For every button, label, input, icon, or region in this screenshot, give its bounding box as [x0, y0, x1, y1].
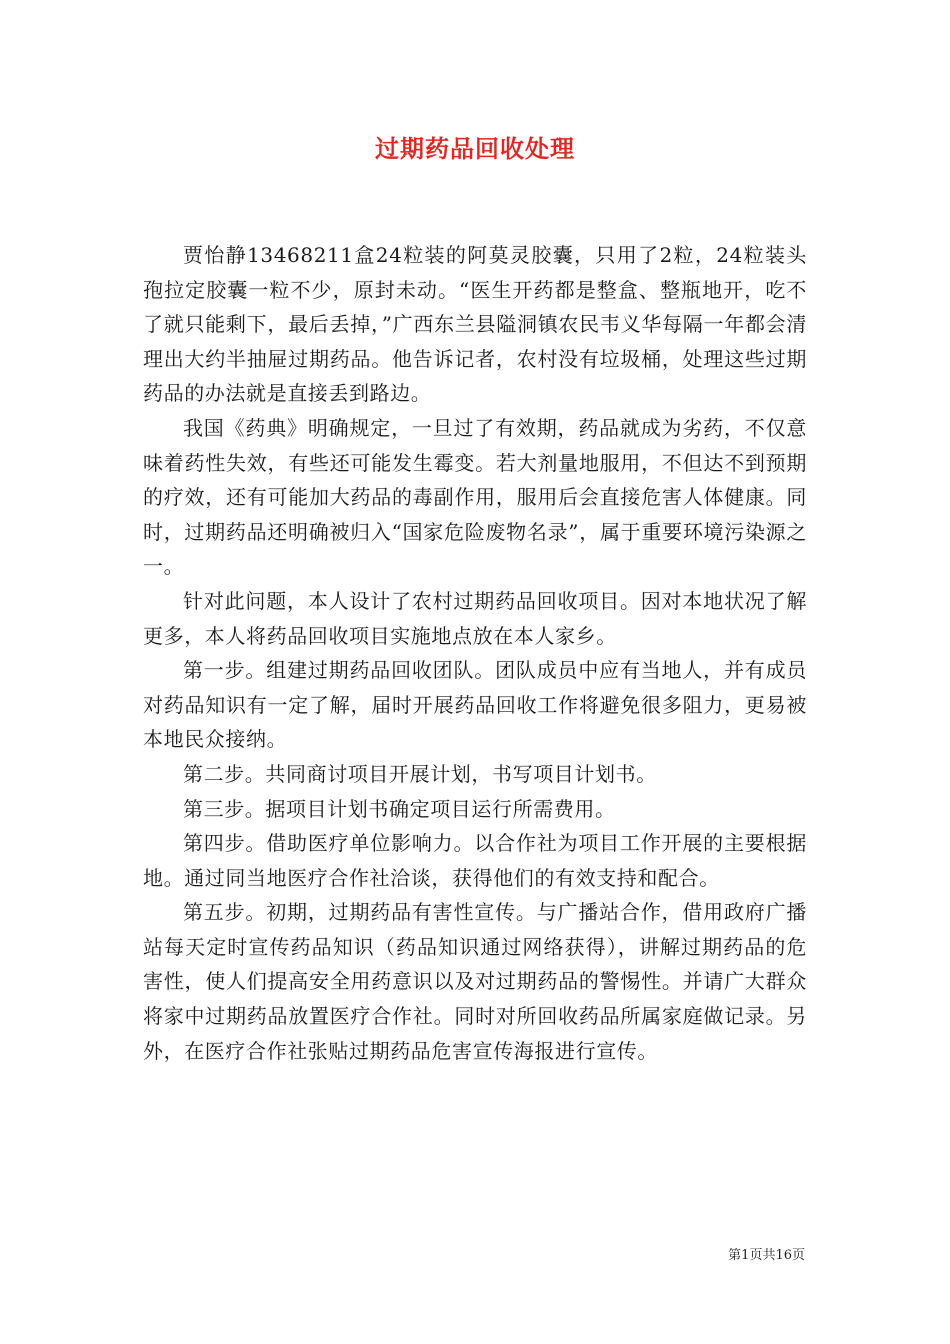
- paragraph: 第一步。组建过期药品回收团队。团队成员中应有当地人，并有成员对药品知识有一定了解，届时开展药品回收工作将避免很多阻力，更易被本地民众接纳。: [143, 658, 807, 752]
- paragraph: 我国《药典》明确规定，一旦过了有效期，药品就成为劣药，不仅意味着药性失效，有些还可能发生霉变。若大剂量地服用，不但达不到预期的疗效，还有可能加大药品的毒副作用，服用后会直接危害人体健康。同时，过期药品还明确被归入“国家危险废物名录”，属于重要环境污染源之一。: [143, 415, 807, 579]
- paragraph: 第四步。借助医疗单位影响力。以合作社为项目工作开展的主要根据地。通过同当地医疗合作社洽谈，获得他们的有效支持和配合。: [143, 831, 807, 890]
- paragraph: 第五步。初期，过期药品有害性宣传。与广播站合作，借用政府广播站每天定时宣传药品知识（药品知识通过网络获得），讲解过期药品的危害性，使人们提高安全用药意识以及对过期药品的警惕性。并请广大群众将家中过期药品放置医疗合作社。同时对所回收药品所属家庭做记录。另外，在医疗合作社张贴过期药品危害宣传海报进行宣传。: [143, 900, 807, 1063]
- page-number: 第1页共16页: [728, 1248, 805, 1263]
- paragraph: 针对此问题，本人设计了农村过期药品回收项目。因对本地状况了解更多，本人将药品回收项目实施地点放在本人家乡。: [143, 588, 807, 648]
- paragraph: 贾怡静13468211盒24粒装的阿莫灵胶囊，只用了2粒，24粒装头孢拉定胶囊一粒不少，原封未动。“医生开药都是整盒、整瓶地开，吃不了就只能剩下，最后丢掉，”广西东兰县隘洞镇农民韦义华每隔一年都会清理出大约半抽屉过期药品。他告诉记者，农村没有垃圾桶，处理这些过期药品的办法就是直接丢到路边。: [143, 243, 807, 406]
- paragraph: 第二步。共同商讨项目开展计划，书写项目计划书。: [183, 761, 657, 786]
- document-title: 过期药品回收处理: [375, 134, 575, 163]
- paragraph: 第三步。据项目计划书确定项目运行所需费用。: [183, 796, 616, 821]
- document-body: [143, 238, 807, 1068]
